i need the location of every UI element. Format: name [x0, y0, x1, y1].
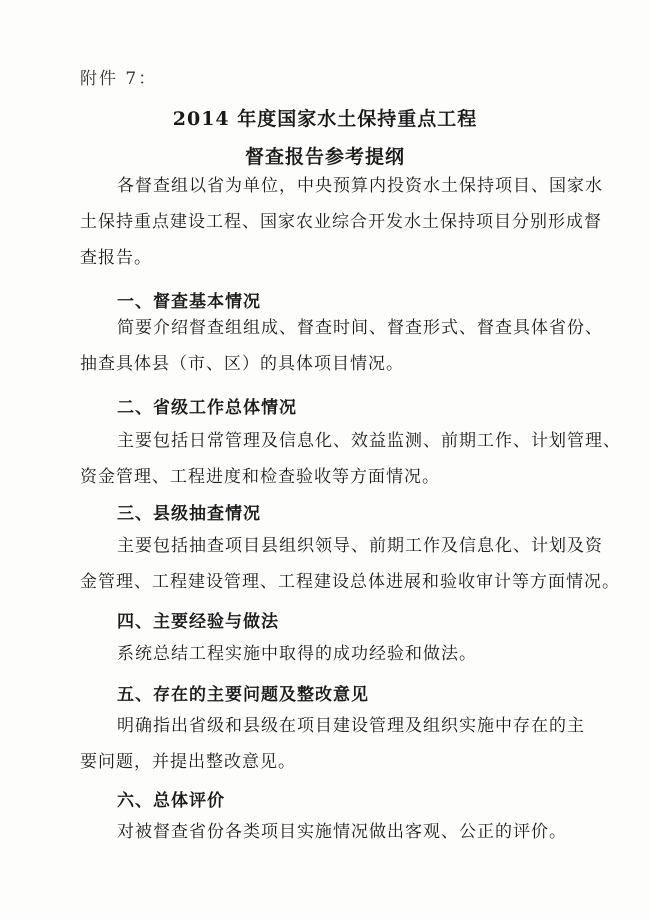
section-body-line: 资金管理、工程进度和检查验收等方面情况。 — [80, 467, 440, 487]
section-body-line: 主要包括日常管理及信息化、效益监测、前期工作、计划管理、 — [117, 431, 621, 451]
section-body-line: 简要介绍督查组组成、督查时间、督查形式、督查具体省份、 — [117, 318, 603, 338]
document-title: 2014 年度国家水土保持重点工程 — [172, 108, 478, 130]
intro-line: 查报告。 — [80, 248, 152, 268]
intro-line: 土保持重点建设工程、国家农业综合开发水土保持项目分别形成督 — [80, 212, 602, 232]
section-heading: 六、总体评价 — [117, 791, 225, 811]
section-body-line: 要问题，并提出整改意见。 — [80, 752, 296, 772]
attachment-label: 附件 7： — [80, 69, 158, 89]
section-heading: 五、存在的主要问题及整改意见 — [117, 685, 369, 705]
section-body-line: 金管理、工程建设管理、工程建设总体进展和验收审计等方面情况。 — [80, 572, 620, 592]
section-body-line: 抽查具体县（市、区）的具体项目情况。 — [80, 354, 404, 374]
section-body-line: 对被督查省份各类项目实施情况做出客观、公正的评价。 — [117, 822, 567, 842]
intro-line: 各督查组以省为单位，中央预算内投资水土保持项目、国家水 — [117, 176, 603, 196]
section-heading: 四、主要经验与做法 — [117, 612, 279, 632]
section-body-line: 系统总结工程实施中取得的成功经验和做法。 — [117, 644, 477, 664]
document-subtitle: 督查报告参考提纲 — [244, 146, 405, 168]
section-heading: 三、县级抽查情况 — [117, 504, 261, 524]
section-heading: 一、督查基本情况 — [117, 292, 261, 312]
section-heading: 二、省级工作总体情况 — [117, 398, 297, 418]
section-body-line: 明确指出省级和县级在项目建设管理及组织实施中存在的主 — [117, 716, 585, 736]
section-body-line: 主要包括抽查项目县组织领导、前期工作及信息化、计划及资 — [117, 536, 603, 556]
